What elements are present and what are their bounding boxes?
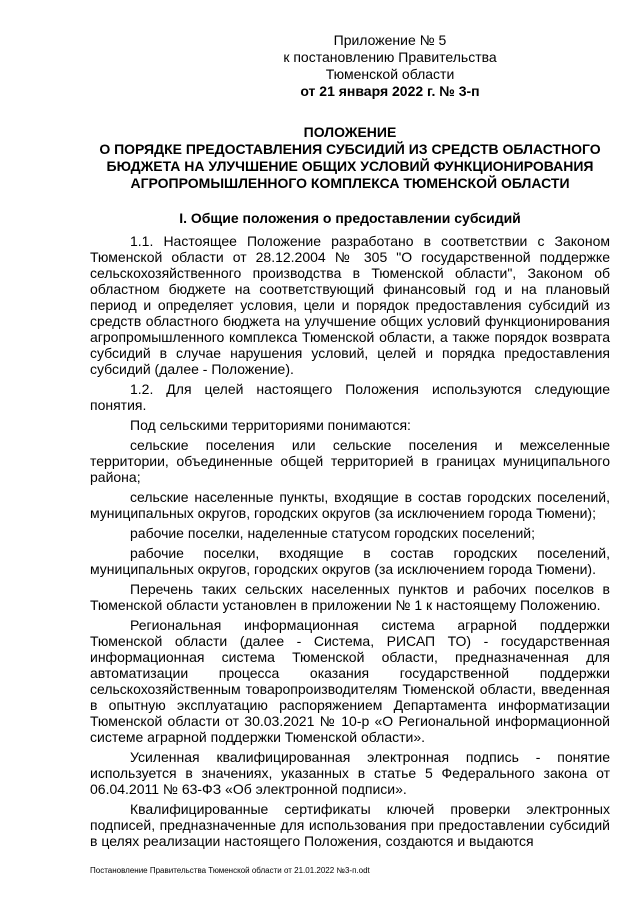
- appendix-block: [240, 32, 540, 100]
- title-line-3: БЮДЖЕТА НА УЛУЧШЕНИЕ ОБЩИХ УСЛОВИЙ ФУНКЦИОНИРОВАНИЯ: [106, 158, 594, 174]
- title-line-1: ПОЛОЖЕНИЕ: [303, 124, 397, 140]
- page-footer: Постановление Правительства Тюменской области от 21.01.2022 №3-п.odt: [90, 866, 370, 875]
- paragraph: Региональная информационная система аграрной поддержки Тюменской области (далее - Система, РИСАП ТО) - государственная информационная система Тюменской области, предназначенная для автоматизации процесса оказания государственной поддержки сельскохозяйственным товаропроизводителям Тюменской области, введенная в опытную эксплуатацию распоряжением Департамента информатизации Тюменской области от 30.03.2021 № 10-р «О Региональной информационной системе аграрной поддержки Тюменской области».: [90, 617, 610, 745]
- paragraph: рабочие поселки, наделенные статусом городских поселений;: [130, 525, 535, 541]
- paragraph: 1.2. Для целей настоящего Положения используются следующие понятия.: [90, 381, 610, 413]
- section-heading: I. Общие положения о предоставлении субсидий: [179, 210, 521, 226]
- title-line-4: АГРОПРОМЫШЛЕННОГО КОМПЛЕКСА ТЮМЕНСКОЙ ОБЛАСТИ: [130, 175, 570, 191]
- appendix-resolution-ref: к постановлению Правительства: [283, 49, 497, 65]
- paragraph: Под сельскими территориями понимаются:: [130, 417, 411, 433]
- paragraph: сельские населенные пункты, входящие в состав городских поселений, муниципальных округов, городских округов (за исключением города Тюмени);: [90, 489, 610, 521]
- paragraph: рабочие поселки, входящие в состав городских поселений, муниципальных округов, городских округов (за исключением города Тюмени).: [90, 545, 610, 577]
- paragraph: Усиленная квалифицированная электронная подпись - понятие используется в значениях, указанных в статье 5 Федерального закона от 06.04.2011 № 63-ФЗ «Об электронной подписи».: [90, 749, 610, 797]
- appendix-number: Приложение № 5: [333, 32, 447, 48]
- document-title: [90, 124, 610, 192]
- paragraph: Перечень таких сельских населенных пунктов и рабочих поселков в Тюменской области установлен в приложении № 1 к настоящему Положению.: [90, 581, 610, 613]
- paragraph: сельские поселения или сельские поселения и межселенные территории, объединенные общей территорией в границах муниципального района;: [90, 437, 610, 485]
- appendix-region: Тюменской области: [325, 66, 455, 82]
- title-line-2: О ПОРЯДКЕ ПРЕДОСТАВЛЕНИЯ СУБСИДИЙ ИЗ СРЕДСТВ ОБЛАСТНОГО: [99, 141, 601, 157]
- paragraph: 1.1. Настоящее Положение разработано в соответствии с Законом Тюменской области от 28.12.2004 № 305 "О государственной поддержке сельскохозяйственного производства в Тюменской области", Законом об областном бюджете на соответствующий финансовый год и на плановый период и определяет условия, цели и порядок предоставления субсидий из средств областного бюджета на улучшение общих условий функционирования агропромышленного комплекса Тюменской области, а также порядок возврата субсидий в случае нарушения условий, целей и порядка предоставления субсидий (далее - Положение).: [90, 233, 610, 377]
- appendix-date: от 21 января 2022 г. № 3-п: [300, 83, 480, 99]
- paragraph: Квалифицированные сертификаты ключей проверки электронных подписей, предназначенные для использования при предоставлении субсидий в целях реализации настоящего Положения, создаются и выдаются: [90, 801, 610, 849]
- document-body: [90, 233, 610, 853]
